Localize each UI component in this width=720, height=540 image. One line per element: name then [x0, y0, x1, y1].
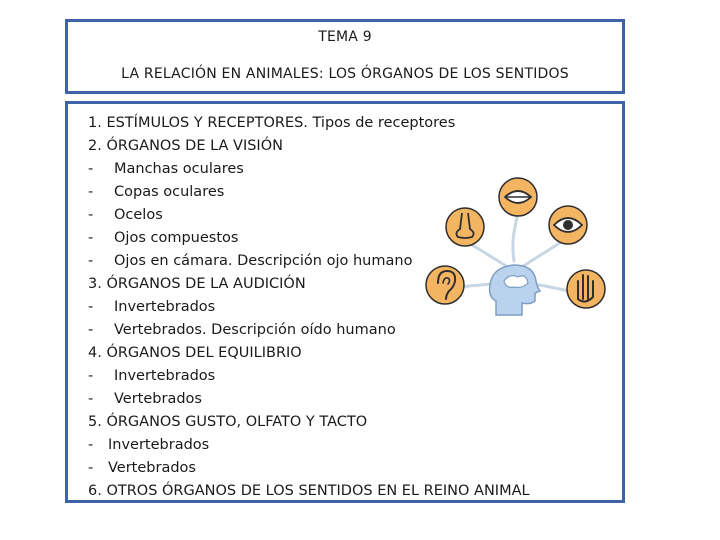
nose-icon [446, 208, 484, 246]
outline-item: 5. ÓRGANOS GUSTO, OLFATO Y TACTO [88, 414, 368, 430]
outline-subitem: - Ojos en cámara. Descripción ojo humano [88, 253, 413, 269]
outline-item: 2. ÓRGANOS DE LA VISIÓN [88, 138, 283, 154]
outline-subitem: - Vertebrados [88, 460, 196, 476]
outline-subitem: - Invertebrados [88, 299, 216, 315]
outline-subitem: - Vertebrados. Descripción oído humano [88, 322, 396, 338]
senses-illustration [418, 175, 610, 325]
mouth-icon [499, 178, 537, 216]
outline-item: 1. ESTÍMULOS Y RECEPTORES. Tipos de receptores [88, 115, 456, 131]
outline-subitem: - Invertebrados [88, 437, 210, 453]
topic-subtitle: LA RELACIÓN EN ANIMALES: LOS ÓRGANOS DE LOS SENTIDOS [121, 66, 569, 82]
outline-subitem: - Ojos compuestos [88, 230, 239, 246]
hand-icon [567, 270, 605, 308]
ear-icon [426, 266, 464, 304]
outline-item: 6. OTROS ÓRGANOS DE LOS SENTIDOS EN EL REINO ANIMAL [88, 483, 530, 499]
topic-title: TEMA 9 [318, 29, 372, 45]
outline-item: 3. ÓRGANOS DE LA AUDICIÓN [88, 276, 306, 292]
outline-item: 4. ÓRGANOS DEL EQUILIBRIO [88, 345, 302, 361]
outline-subitem: - Ocelos [88, 207, 163, 223]
title-box [65, 19, 625, 94]
head-icon [490, 265, 540, 315]
eye-icon [549, 206, 587, 244]
outline-subitem: - Copas oculares [88, 184, 225, 200]
outline-subitem: - Invertebrados [88, 368, 216, 384]
outline-subitem: - Manchas oculares [88, 161, 244, 177]
outline-subitem: - Vertebrados [88, 391, 202, 407]
